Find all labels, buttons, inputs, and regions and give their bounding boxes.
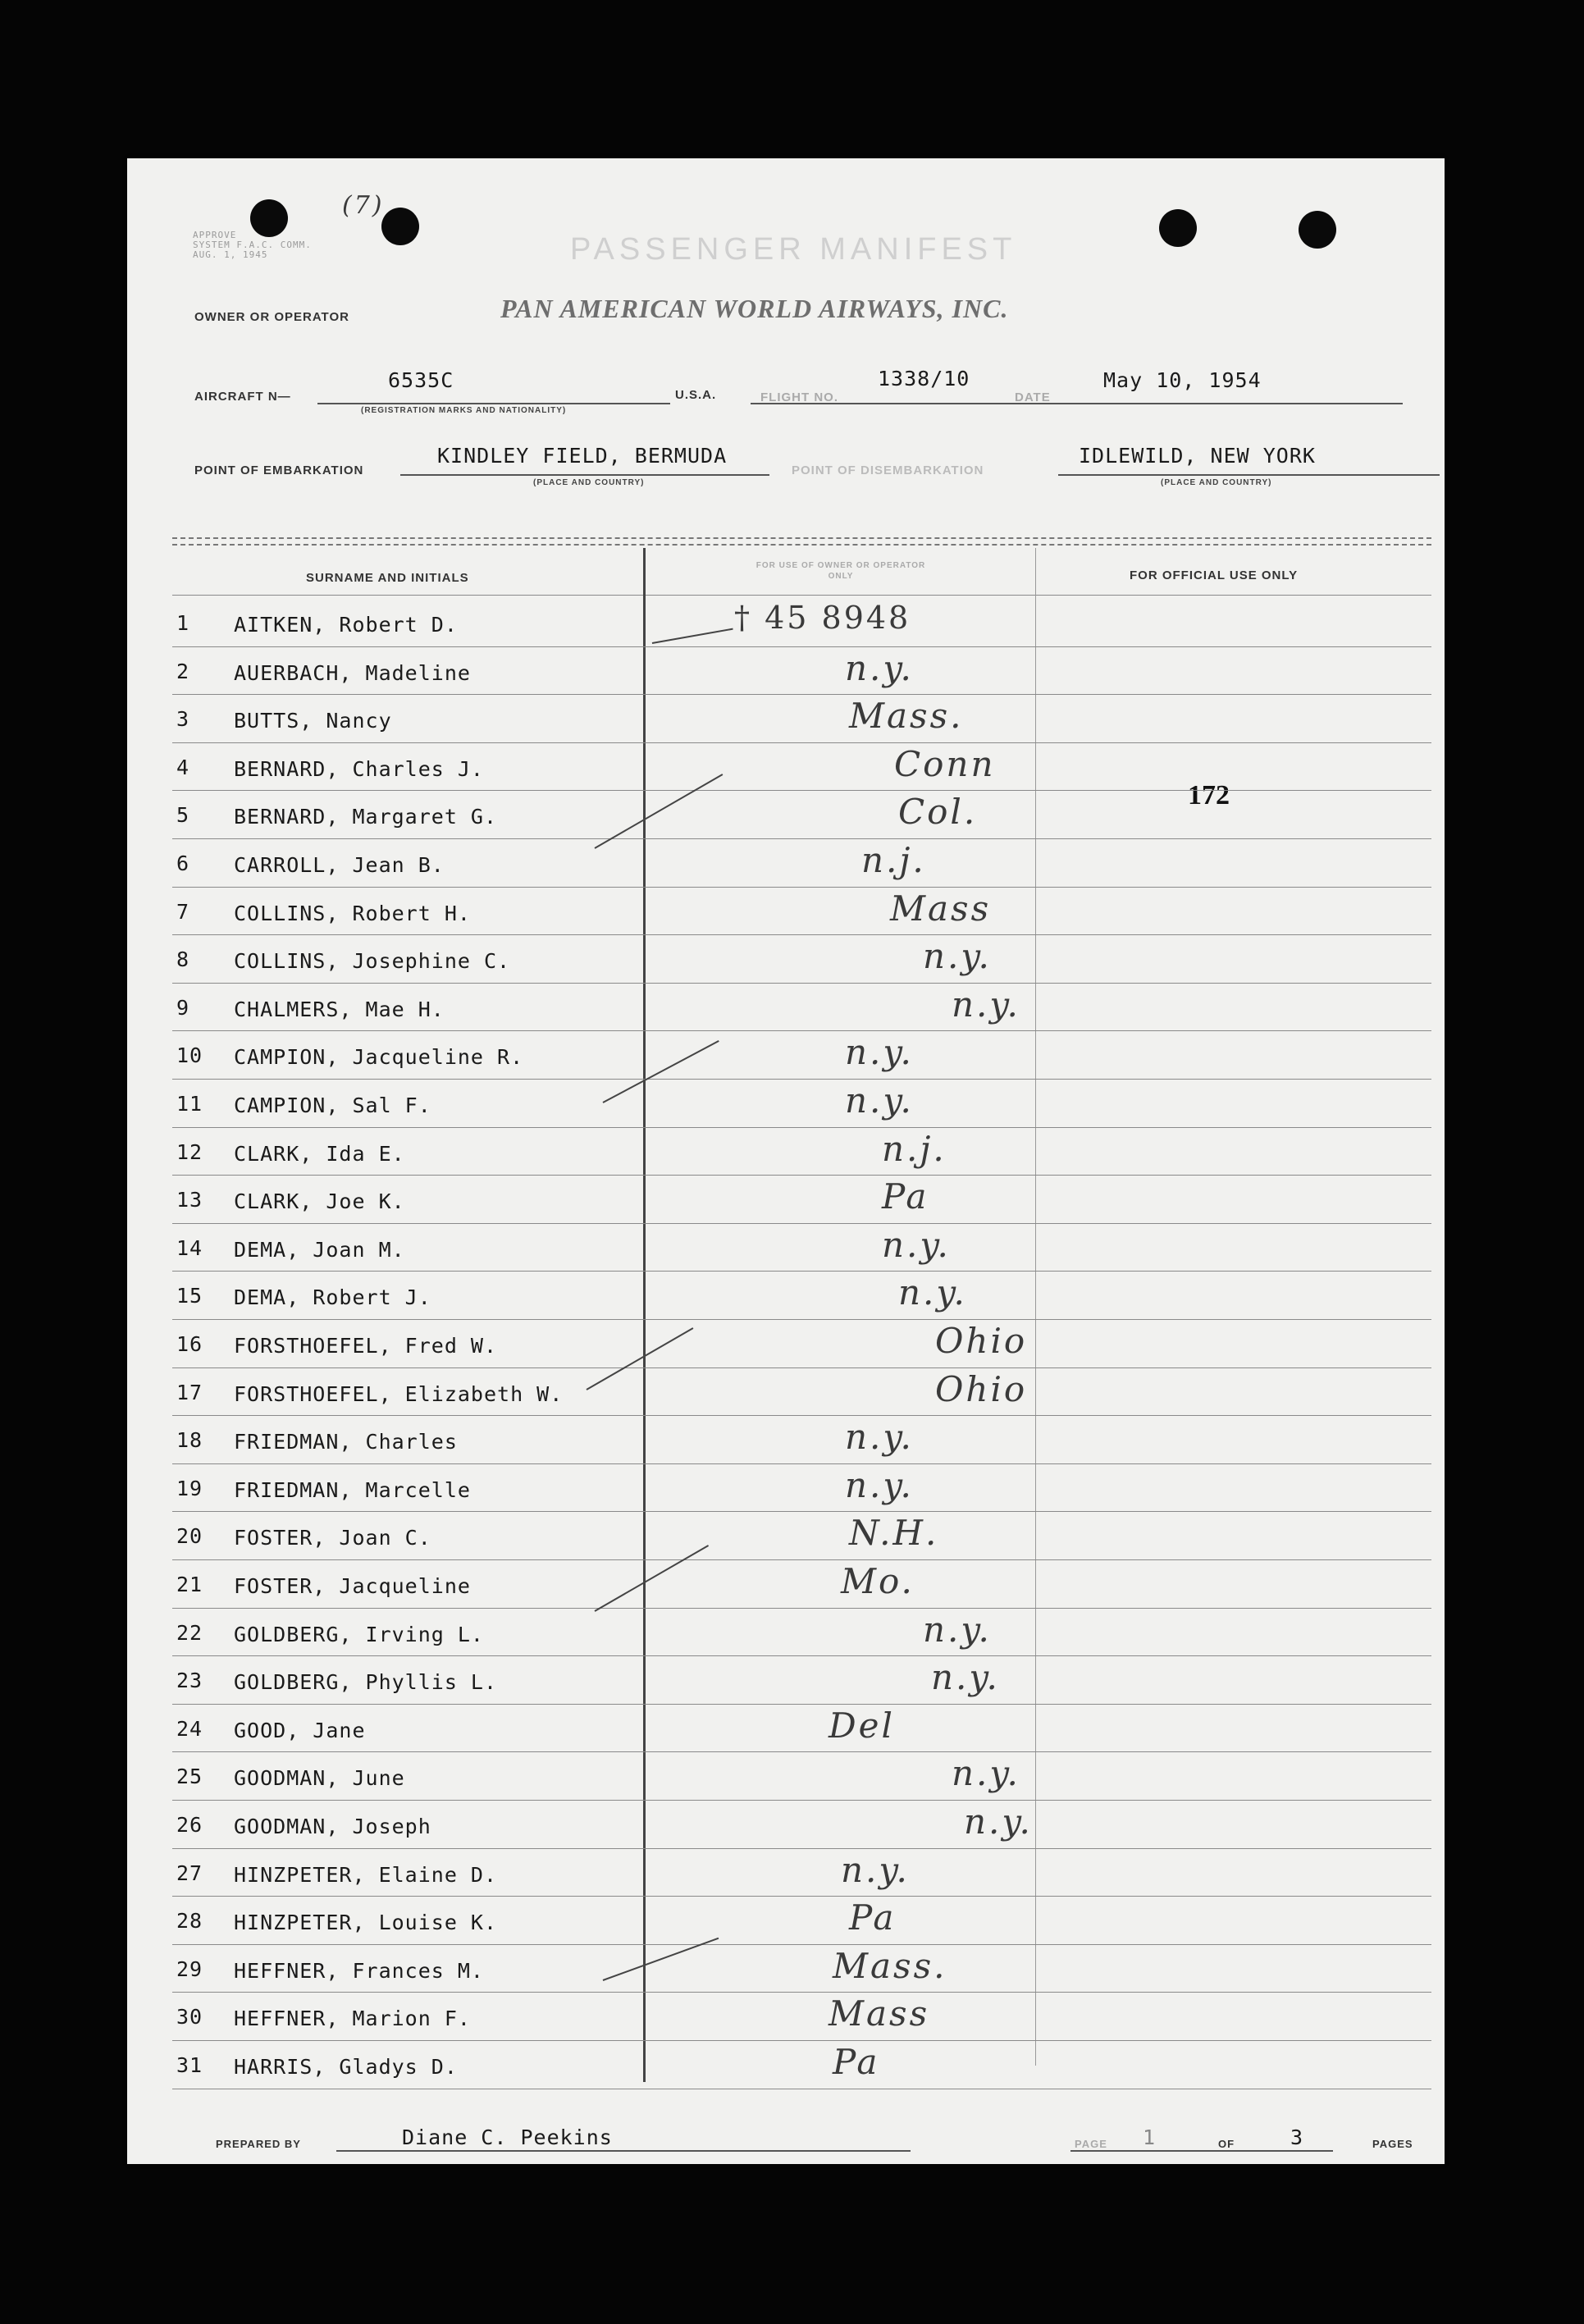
passenger-number: 25 <box>176 1765 203 1789</box>
passenger-name: FRIEDMAN, Charles <box>234 1430 458 1454</box>
approval-note: (7) <box>342 191 385 220</box>
usa-label: U.S.A. <box>675 388 717 402</box>
passenger-number: 9 <box>176 995 190 1020</box>
passenger-number: 10 <box>176 1043 203 1068</box>
passenger-number: 20 <box>176 1524 203 1549</box>
owner-note: n.y. <box>923 936 992 977</box>
page-number: 1 <box>1143 2125 1157 2149</box>
prepared-label: PREPARED BY <box>216 2138 301 2150</box>
passenger-name: CLARK, Ida E. <box>234 1141 405 1166</box>
passenger-name: DEMA, Robert J. <box>234 1285 431 1310</box>
owner-note: n.j. <box>861 840 926 880</box>
owner-note: † 45 8948 <box>734 600 911 636</box>
approval-stamp <box>193 231 349 260</box>
passenger-number: 6 <box>176 852 190 875</box>
passenger-number: 7 <box>176 899 190 924</box>
owner-note: Mo. <box>841 1561 915 1601</box>
passenger-number: 12 <box>176 1139 203 1164</box>
owner-note: Pa <box>882 1176 929 1217</box>
embark-label: POINT OF EMBARKATION <box>194 463 364 477</box>
passenger-number: 23 <box>176 1669 203 1693</box>
passenger-name: HEFFNER, Frances M. <box>234 1958 484 1983</box>
of-label: OF <box>1218 2138 1235 2150</box>
disembark-value: IDLEWILD, NEW YORK <box>1079 444 1316 468</box>
check-mark <box>652 628 733 644</box>
date-value: May 10, 1954 <box>1103 368 1262 392</box>
owner-note: Mass. <box>833 1945 947 1986</box>
punch-hole <box>1299 211 1336 249</box>
owner-note: n.y. <box>898 1272 967 1313</box>
passenger-name: CHALMERS, Mae H. <box>234 997 445 1021</box>
passenger-name: BERNARD, Charles J. <box>234 756 484 781</box>
passenger-name: FOSTER, Jacqueline <box>234 1574 471 1598</box>
column-header-official-use: FOR OFFICIAL USE ONLY <box>1130 568 1299 582</box>
punch-hole <box>381 208 419 245</box>
passenger-name: GOODMAN, June <box>234 1766 405 1791</box>
owner-note: Mass <box>890 888 992 929</box>
passenger-name: FOSTER, Joan C. <box>234 1526 431 1550</box>
embark-caption: (PLACE AND COUNTRY) <box>533 478 645 487</box>
passenger-name: AITKEN, Robert D. <box>234 613 458 637</box>
passenger-name: GOLDBERG, Phyllis L. <box>234 1670 498 1695</box>
passenger-number: 2 <box>176 659 190 683</box>
owner-label: OWNER OR OPERATOR <box>194 310 349 324</box>
passenger-number: 27 <box>176 1861 203 1885</box>
passenger-number: 14 <box>176 1235 203 1260</box>
pages-label: PAGES <box>1372 2138 1413 2150</box>
column-header-surname: SURNAME AND INITIALS <box>306 571 469 585</box>
approval-line: AUG. 1, 1945 <box>193 249 268 260</box>
owner-note: Pa <box>849 1897 897 1938</box>
owner-note: n.y. <box>845 1032 914 1073</box>
passenger-number: 11 <box>176 1092 203 1116</box>
passenger-name: FORSTHOEFEL, Fred W. <box>234 1334 498 1358</box>
passenger-number: 13 <box>176 1188 203 1212</box>
owner-note: Mass <box>829 1993 930 2034</box>
column-header-owner-use: FOR USE OF OWNER OR OPERATOR ONLY <box>755 561 926 581</box>
passenger-name: COLLINS, Robert H. <box>234 901 471 925</box>
passenger-number: 28 <box>176 1909 203 1934</box>
passenger-number: 5 <box>176 803 190 828</box>
passenger-name: DEMA, Joan M. <box>234 1237 405 1262</box>
passenger-name: CARROLL, Jean B. <box>234 853 445 877</box>
owner-note: n.y. <box>964 1801 1033 1842</box>
aircraft-label: AIRCRAFT N— <box>194 390 291 404</box>
passenger-number: 29 <box>176 1956 203 1981</box>
owner-note: Ohio <box>935 1321 1028 1361</box>
passenger-number: 8 <box>176 947 190 972</box>
passenger-name: CAMPION, Sal F. <box>234 1094 431 1117</box>
passenger-number: 15 <box>176 1284 203 1308</box>
check-mark <box>603 1040 719 1103</box>
owner-note: n.y. <box>845 1080 914 1121</box>
passenger-number: 31 <box>176 2053 203 2077</box>
owner-note: Conn <box>894 743 996 784</box>
owner-note: n.j. <box>882 1128 947 1169</box>
passenger-number: 1 <box>176 611 190 635</box>
passenger-name: HEFFNER, Marion F. <box>234 2007 471 2031</box>
page-label: PAGE <box>1075 2138 1107 2150</box>
passenger-number: 24 <box>176 1716 203 1741</box>
passenger-name: CAMPION, Jacqueline R. <box>234 1045 524 1070</box>
passenger-name: GOLDBERG, Irving L. <box>234 1622 484 1646</box>
owner-note: Del <box>829 1705 895 1746</box>
total-pages: 3 <box>1290 2125 1304 2149</box>
approval-line: SYSTEM F.A.C. COMM. <box>193 240 312 250</box>
passenger-name: HARRIS, Gladys D. <box>234 2055 458 2079</box>
owner-note: n.y. <box>841 1849 910 1890</box>
owner-note: n.y. <box>952 984 1020 1025</box>
passenger-name: FORSTHOEFEL, Elizabeth W. <box>234 1381 564 1406</box>
passenger-name: BERNARD, Margaret G. <box>234 805 498 829</box>
passenger-number: 17 <box>176 1380 203 1404</box>
passenger-name: HINZPETER, Louise K. <box>234 1911 498 1935</box>
check-mark <box>587 1327 694 1390</box>
aircraft-value: 6535C <box>388 368 454 392</box>
passenger-number: 21 <box>176 1573 203 1596</box>
date-label: DATE <box>1015 390 1051 404</box>
passenger-number: 22 <box>176 1620 203 1645</box>
passenger-name: AUERBACH, Madeline <box>234 660 471 685</box>
owner-note: n.y. <box>845 1417 914 1458</box>
passenger-number: 30 <box>176 2005 203 2030</box>
owner-note: n.y. <box>845 1464 914 1505</box>
owner-note: n.y. <box>882 1224 951 1265</box>
passenger-number: 19 <box>176 1476 203 1500</box>
manifest-sheet <box>127 158 1445 2164</box>
passenger-number: 3 <box>176 707 190 732</box>
aircraft-caption: (REGISTRATION MARKS AND NATIONALITY) <box>361 406 567 415</box>
disembark-caption: (PLACE AND COUNTRY) <box>1161 478 1272 487</box>
owner-note: Col. <box>898 792 978 833</box>
owner-note: n.y. <box>845 647 914 688</box>
approval-line: APPROVE <box>193 230 237 240</box>
official-number: 172 <box>1188 780 1230 810</box>
owner-note: n.y. <box>931 1657 1000 1698</box>
passenger-name: GOODMAN, Joseph <box>234 1815 431 1838</box>
owner-note: n.y. <box>952 1753 1020 1794</box>
prepared-value: Diane C. Peekins <box>402 2125 613 2149</box>
check-mark <box>595 1545 710 1612</box>
owner-note: Pa <box>833 2042 880 2082</box>
embark-value: KINDLEY FIELD, BERMUDA <box>437 444 728 468</box>
passenger-name: GOOD, Jane <box>234 1718 366 1742</box>
owner-note: Ohio <box>935 1368 1028 1409</box>
passenger-number: 16 <box>176 1332 203 1356</box>
owner-note: n.y. <box>923 1609 992 1650</box>
passenger-name: FRIEDMAN, Marcelle <box>234 1477 471 1502</box>
passenger-name: COLLINS, Josephine C. <box>234 949 511 974</box>
passenger-number: 26 <box>176 1813 203 1837</box>
flight-value: 1338/10 <box>878 367 970 390</box>
punch-hole <box>1159 209 1197 247</box>
owner-note: N.H. <box>849 1513 939 1554</box>
flight-label: FLIGHT NO. <box>760 390 838 404</box>
form-title: PASSENGER MANIFEST <box>570 232 1017 267</box>
passenger-name: BUTTS, Nancy <box>234 709 392 733</box>
passenger-name: CLARK, Joe K. <box>234 1189 405 1214</box>
passenger-number: 18 <box>176 1428 203 1453</box>
owner-value: PAN AMERICAN WORLD AIRWAYS, INC. <box>500 294 1009 323</box>
owner-note: Mass. <box>849 696 964 737</box>
disembark-label: POINT OF DISEMBARKATION <box>792 463 984 477</box>
passenger-name: HINZPETER, Elaine D. <box>234 1862 498 1887</box>
passenger-number: 4 <box>176 755 190 779</box>
